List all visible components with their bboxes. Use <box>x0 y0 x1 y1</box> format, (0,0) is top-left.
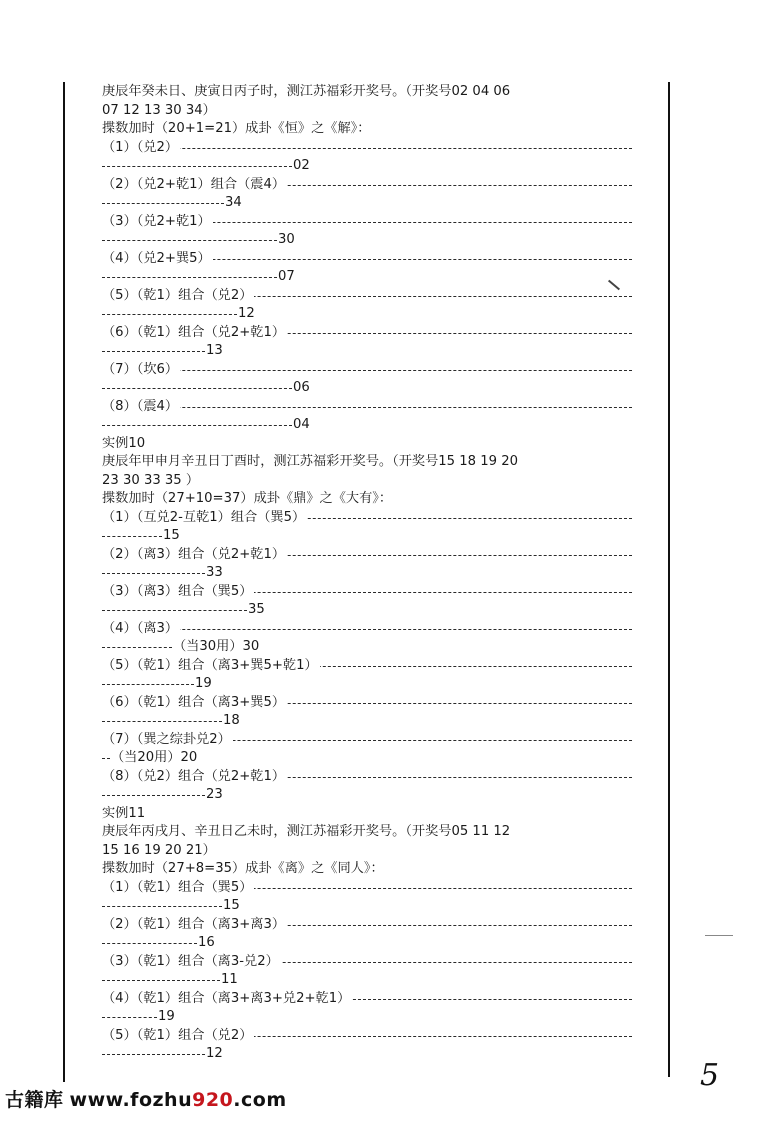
dash-leader <box>102 314 237 315</box>
line-text: 揲数加时（27+8=35）成卦《离》之《同人》： <box>102 861 384 876</box>
item-line <box>102 250 632 269</box>
item-label: （4）（离3） <box>102 620 179 636</box>
result-number: 30 <box>278 232 295 247</box>
result-number: 18 <box>223 713 240 728</box>
item-label: （5）（乾1）组合（兑2） <box>102 287 253 303</box>
result-number: （当30用）30 <box>173 639 260 654</box>
dash-leader <box>102 407 632 408</box>
line-text: 揲数加时（20+1=21）成卦《恒》之《解》： <box>102 121 371 136</box>
text-line <box>102 805 632 824</box>
item-line <box>102 287 632 306</box>
item-label: （1）（互兑2-互乾1）组合（巽5） <box>102 509 306 525</box>
dash-leader <box>102 351 205 352</box>
result-line <box>102 416 632 435</box>
dash-leader <box>102 629 632 630</box>
line-text: 揲数加时（27+10=37）成卦《鼎》之《大有》： <box>102 491 393 506</box>
result-line <box>102 564 632 583</box>
item-label: （3）（兑2+乾1） <box>102 213 211 229</box>
result-number: 07 <box>278 269 295 284</box>
text-line <box>102 120 632 139</box>
item-label: （1）（乾1）组合（巽5） <box>102 879 253 895</box>
result-number: （当20用）20 <box>111 750 198 765</box>
item-label: （3）（乾1）组合（离3-兑2） <box>102 953 279 969</box>
dash-leader <box>102 166 292 167</box>
result-number: 16 <box>198 935 215 950</box>
result-line <box>102 897 632 916</box>
text-line <box>102 823 632 842</box>
result-line <box>102 157 632 176</box>
item-label: （2）（兑2+乾1）组合（震4） <box>102 176 286 192</box>
result-line <box>102 601 632 620</box>
item-label: （6）（乾1）组合（兑2+乾1） <box>102 324 286 340</box>
item-label: （2）（乾1）组合（离3+离3） <box>102 916 286 932</box>
item-label: （1）（兑2） <box>102 139 179 155</box>
result-line <box>102 305 632 324</box>
dash-leader <box>102 536 162 537</box>
text-line <box>102 102 632 121</box>
site-url-prefix: www.fozhu <box>69 1089 193 1111</box>
dash-leader <box>102 425 292 426</box>
item-line <box>102 916 632 935</box>
site-url-suffix: .com <box>233 1089 287 1111</box>
result-line <box>102 342 632 361</box>
result-line <box>102 379 632 398</box>
item-label: （4）（兑2+巽5） <box>102 250 211 266</box>
dash-leader <box>102 203 224 204</box>
scan-speck <box>705 935 733 936</box>
result-line <box>102 527 632 546</box>
result-number: 35 <box>248 602 265 617</box>
dash-leader <box>102 1017 157 1018</box>
result-number: 19 <box>158 1009 175 1024</box>
item-line <box>102 694 632 713</box>
item-line <box>102 768 632 787</box>
result-number: 11 <box>221 972 238 987</box>
line-text: 07 12 13 30 34） <box>102 102 216 118</box>
result-number: 06 <box>293 380 310 395</box>
footer-watermark <box>5 1085 287 1112</box>
dash-leader <box>102 906 222 907</box>
dash-leader <box>102 277 277 278</box>
item-label: （6）（乾1）组合（离3+巽5） <box>102 694 286 710</box>
result-line <box>102 712 632 731</box>
item-line <box>102 990 632 1009</box>
result-line <box>102 786 632 805</box>
result-line <box>102 638 632 657</box>
item-line <box>102 361 632 380</box>
item-label: （5）（乾1）组合（兑2） <box>102 1027 253 1043</box>
line-text: 庚辰年癸未日、庚寅日丙子时，测江苏福彩开奖号。（开奖号02 04 06 <box>102 84 511 99</box>
item-label: （7）（巽之综卦兑2） <box>102 731 231 747</box>
result-number: 04 <box>293 417 310 432</box>
dash-leader <box>102 240 277 241</box>
line-text: 15 16 19 20 21） <box>102 842 216 858</box>
left-margin-rule <box>63 82 65 1082</box>
line-text: 庚辰年丙戌月、辛丑日乙未时，测江苏福彩开奖号。（开奖号05 11 12 <box>102 824 511 839</box>
item-line <box>102 509 632 528</box>
item-line <box>102 583 632 602</box>
result-number: 12 <box>206 1046 223 1061</box>
result-line <box>102 749 632 768</box>
item-label: （3）（离3）组合（巽5） <box>102 583 253 599</box>
dash-leader <box>102 721 222 722</box>
dash-leader <box>102 758 110 759</box>
item-line <box>102 953 632 972</box>
text-line <box>102 472 632 491</box>
result-number: 15 <box>163 528 180 543</box>
item-label: （4）（乾1）组合（离3+离3+兑2+乾1） <box>102 990 351 1006</box>
text-line <box>102 490 632 509</box>
result-number: 34 <box>225 195 242 210</box>
item-line <box>102 398 632 417</box>
line-text: 23 30 33 35 ） <box>102 472 200 488</box>
item-line <box>102 620 632 639</box>
result-line <box>102 194 632 213</box>
item-line <box>102 176 632 195</box>
item-line <box>102 546 632 565</box>
item-label: （2）（离3）组合（兑2+乾1） <box>102 546 286 562</box>
dash-leader <box>102 795 205 796</box>
site-name: 古籍库 <box>5 1089 64 1111</box>
page-number: 5 <box>700 1058 720 1093</box>
line-text: 实例11 <box>102 805 146 821</box>
result-line <box>102 934 632 953</box>
item-line <box>102 879 632 898</box>
document-body <box>102 83 632 1064</box>
result-line <box>102 675 632 694</box>
result-number: 02 <box>293 158 310 173</box>
text-line <box>102 83 632 102</box>
result-number: 19 <box>195 676 212 691</box>
dash-leader <box>102 388 292 389</box>
result-line <box>102 971 632 990</box>
dash-leader <box>102 943 197 944</box>
result-number: 15 <box>223 898 240 913</box>
dash-leader <box>102 1054 205 1055</box>
text-line <box>102 435 632 454</box>
result-number: 23 <box>206 787 223 802</box>
text-line <box>102 453 632 472</box>
item-line <box>102 213 632 232</box>
item-label: （5）（乾1）组合（离3+巽5+乾1） <box>102 657 318 673</box>
item-label: （7）（坎6） <box>102 361 179 377</box>
item-line <box>102 324 632 343</box>
item-line <box>102 1027 632 1046</box>
line-text: 实例10 <box>102 435 146 451</box>
result-number: 13 <box>206 343 223 358</box>
line-text: 庚辰年甲申月辛丑日丁酉时，测江苏福彩开奖号。（开奖号15 18 19 20 <box>102 454 518 469</box>
text-line <box>102 842 632 861</box>
result-line <box>102 1045 632 1064</box>
item-line <box>102 139 632 158</box>
result-line <box>102 1008 632 1027</box>
site-url-number: 920 <box>192 1089 234 1111</box>
result-line <box>102 268 632 287</box>
dash-leader <box>102 610 247 611</box>
dash-leader <box>102 647 172 648</box>
item-line <box>102 731 632 750</box>
dash-leader <box>102 148 632 149</box>
text-line <box>102 860 632 879</box>
item-line <box>102 657 632 676</box>
dash-leader <box>102 980 220 981</box>
result-number: 12 <box>238 306 255 321</box>
right-margin-rule <box>668 82 670 1077</box>
dash-leader <box>102 573 205 574</box>
dash-leader <box>102 684 194 685</box>
result-number: 33 <box>206 565 223 580</box>
result-line <box>102 231 632 250</box>
item-label: （8）（震4） <box>102 398 179 414</box>
item-label: （8）（兑2）组合（兑2+乾1） <box>102 768 286 784</box>
dash-leader <box>102 370 632 371</box>
